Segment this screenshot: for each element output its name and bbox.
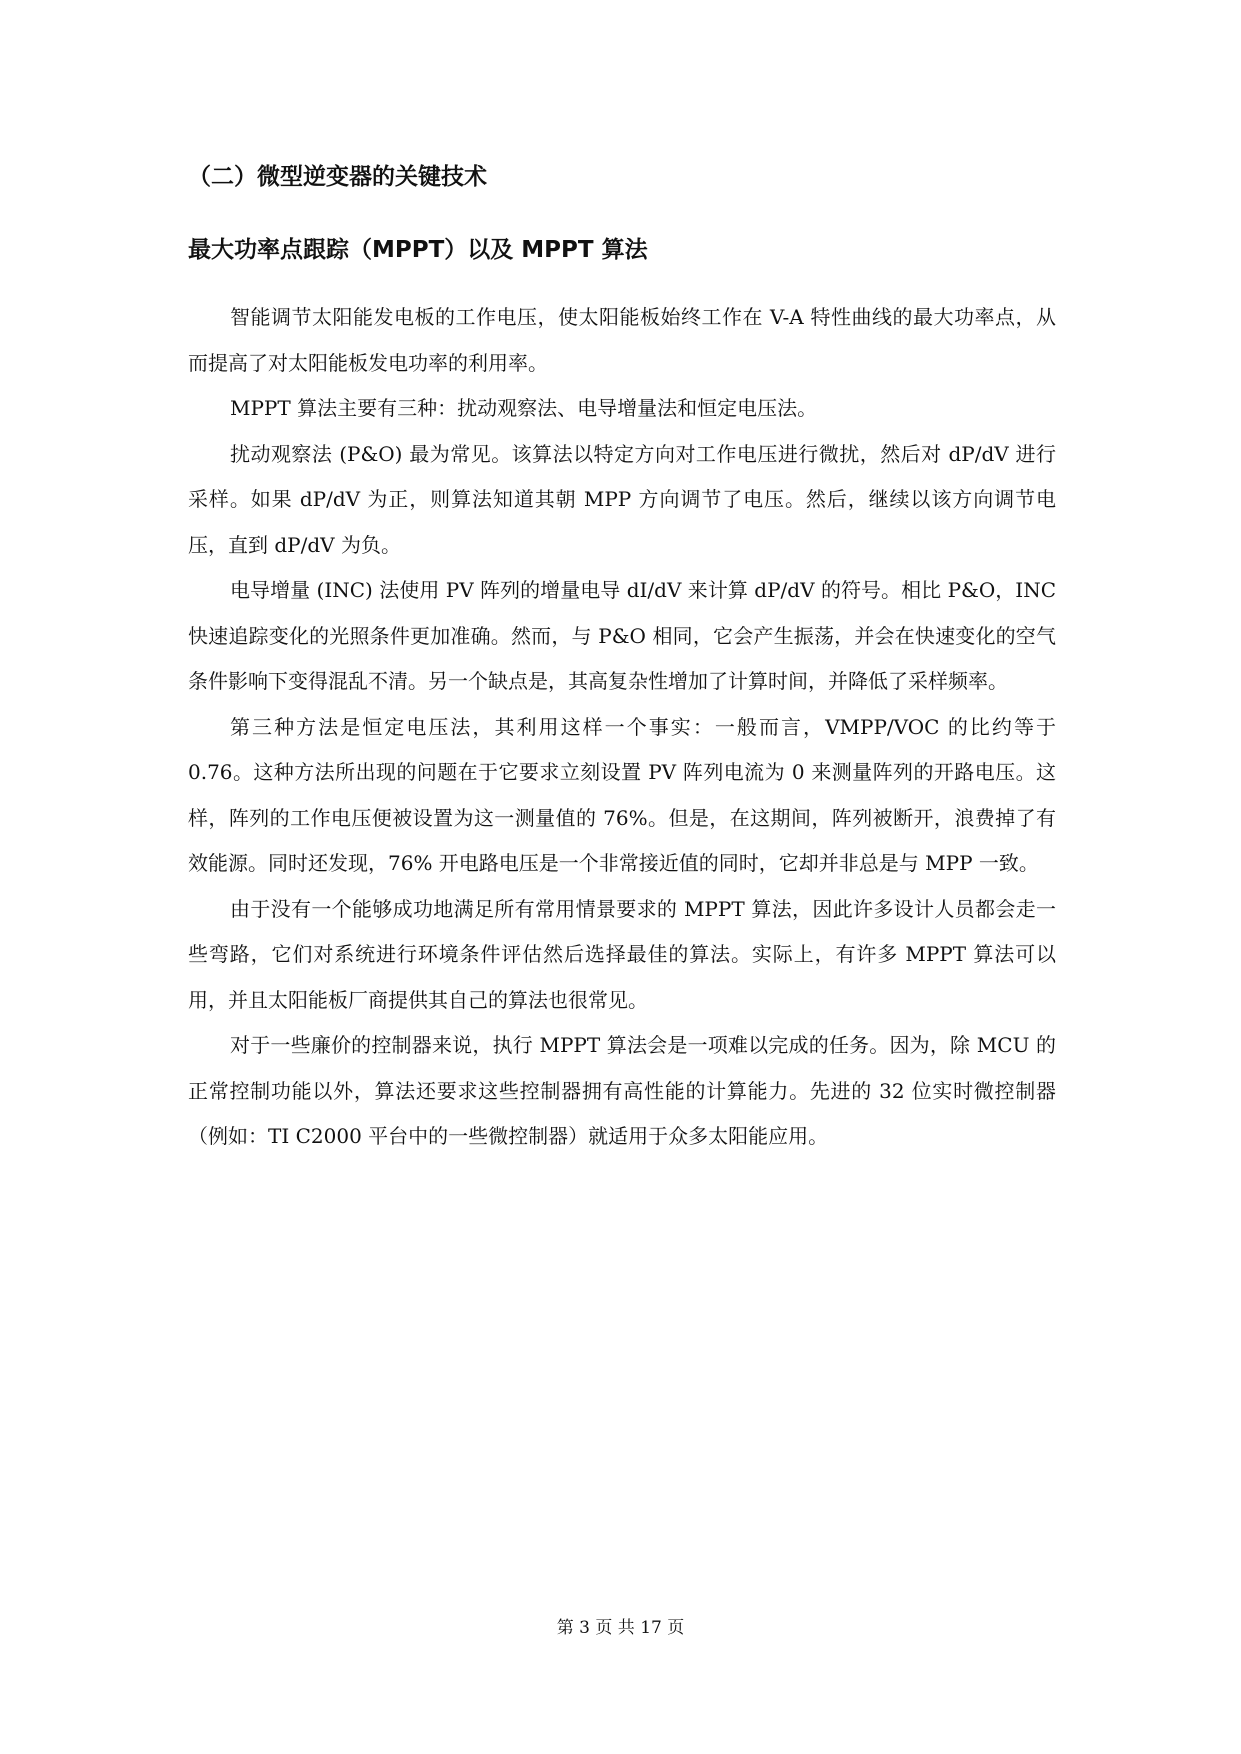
page-number-footer: 第 3 页 共 17 页 [556,1618,685,1638]
subsection-title: 最大功率点跟踪（MPPT）以及 MPPT 算法 [188,237,648,263]
paragraph-algorithm-selection: 由于没有一个能够成功地满足所有常用情景要求的 MPPT 算法，因此许多设计人员都会走一些弯路，它们对系统进行环境条件评估然后选择最佳的算法。实际上，有许多 MPPT 算法可以用，并且太阳能板厂商提供其自己的算法也很常见。 [188,896,1056,1012]
paragraph-mppt-intro: 智能调节太阳能发电板的工作电压，使太阳能板始终工作在 V-A 特性曲线的最大功率点，从而提高了对太阳能板发电功率的利用率。 [188,305,1056,375]
paragraph-algorithm-types: MPPT 算法主要有三种：扰动观察法、电导增量法和恒定电压法。 [230,396,818,420]
paragraph-perturb-observe: 扰动观察法 (P&O) 最为常见。该算法以特定方向对工作电压进行微扰，然后对 dP/dV 进行采样。如果 dP/dV 为正，则算法知道其朝 MPP 方向调节了电压。然后，继续以该方向调节电压，直到 dP/dV 为负。 [188,441,1056,557]
paragraph-incremental-conductance: 电导增量 (INC) 法使用 PV 阵列的增量电导 dI/dV 来计算 dP/dV 的符号。相比 P&O，INC 快速追踪变化的光照条件更加准确。然而，与 P&O 相同，它会产生振荡，并会在快速变化的空气条件影响下变得混乱不清。另一个缺点是，其高复杂性增加了计算时间，并降低了采样频率。 [188,578,1056,693]
body-text [188,295,1056,1160]
section-title: （二）微型逆变器的关键技术 [188,164,487,190]
page-content [188,160,1056,1160]
paragraph-controller-requirements: 对于一些廉价的控制器来说，执行 MPPT 算法会是一项难以完成的任务。因为，除 MCU 的正常控制功能以外，算法还要求这些控制器拥有高性能的计算能力。先进的 32 位实时微控制器（例如：TI C2000 平台中的一些微控制器）就适用于众多太阳能应用。 [188,1033,1056,1148]
paragraph-constant-voltage: 第三种方法是恒定电压法，其利用这样一个事实：一般而言，VMPP/VOC 的比约等于 0.76。这种方法所出现的问题在于它要求立刻设置 PV 阵列电流为 0 来测量阵列的开路电压。这样，阵列的工作电压便被设置为这一测量值的 76%。但是，在这期间，阵列被断开，浪费掉了有效能源。同时还发现，76% 开电路电压是一个非常接近值的同时，它却并非总是与 MPP 一致。 [188,714,1056,875]
